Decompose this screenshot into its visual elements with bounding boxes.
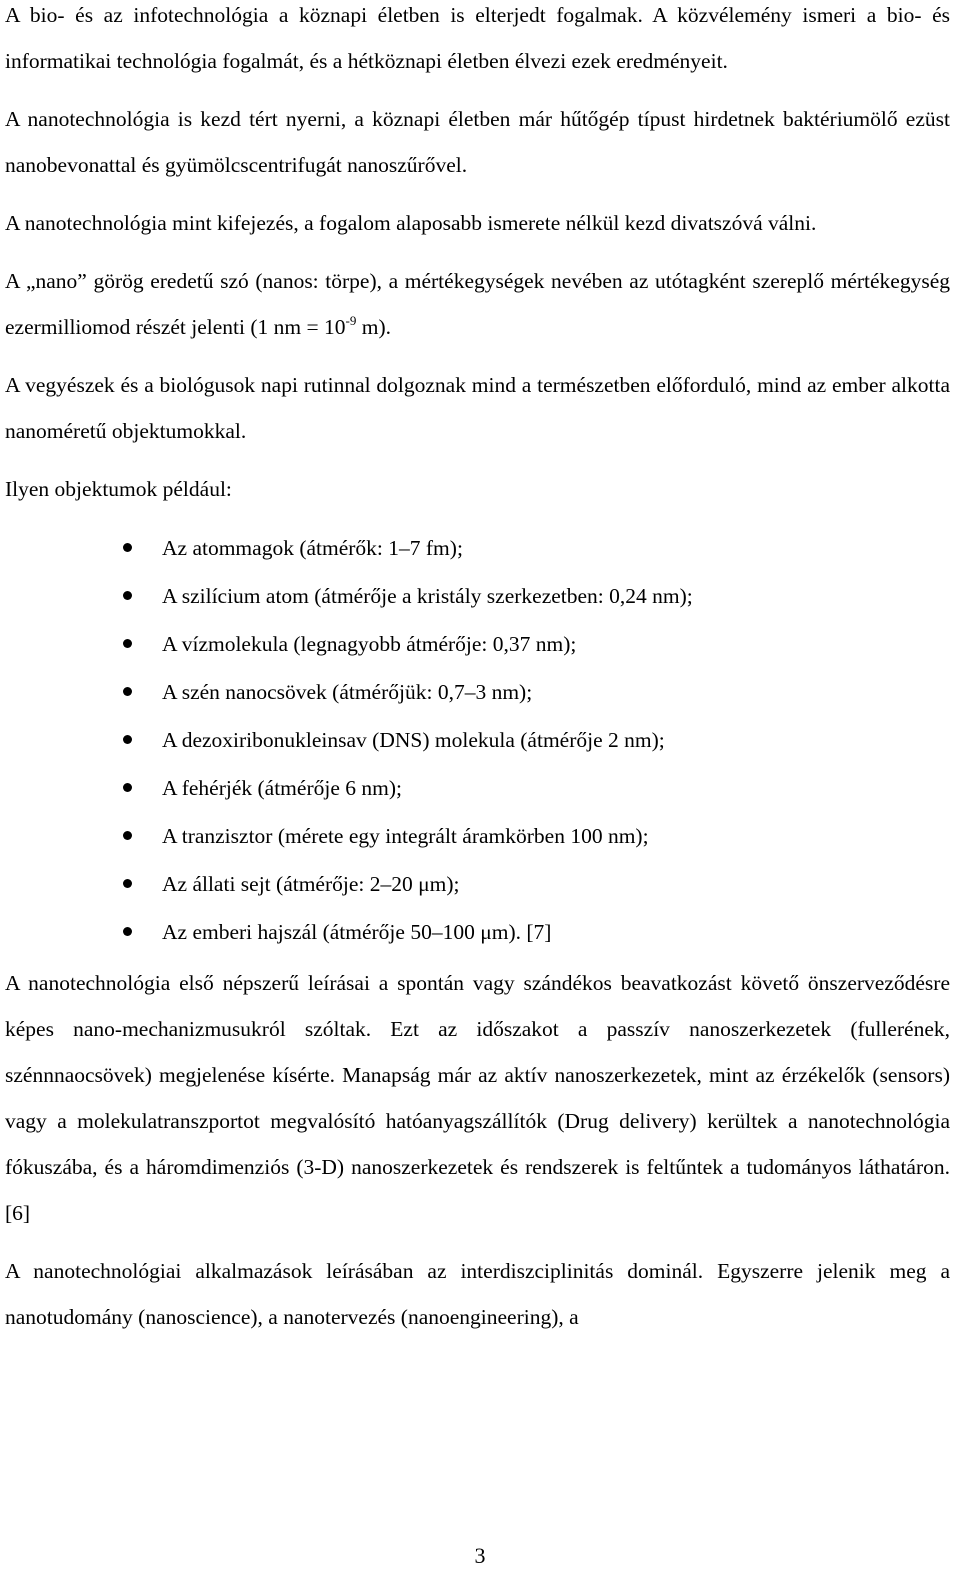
list-item <box>5 764 950 812</box>
list-item <box>5 620 950 668</box>
paragraph-chemists: A vegyészek és a biológusok napi rutinnal dolgoznak mind a természetben előforduló, mind az ember alkotta nanoméretű objektumokkal. <box>5 373 950 443</box>
list-item <box>5 908 950 956</box>
paragraph-buzzword: A nanotechnológia mint kifejezés, a fogalom alaposabb ismerete nélkül kezd divatszóvá válni. <box>5 211 817 235</box>
bullet-icon <box>123 927 132 936</box>
list-item-text: A szilícium atom (átmérője a kristály szerkezetben: 0,24 nm); <box>162 584 693 608</box>
list-item <box>5 668 950 716</box>
bullet-icon <box>123 879 132 888</box>
list-item-text: A fehérjék (átmérője 6 nm); <box>162 776 402 800</box>
page-number: 3 <box>474 1543 486 1568</box>
list-item <box>5 812 950 860</box>
list-item-text: A tranzisztor (mérete egy integrált áramkörben 100 nm); <box>162 824 649 848</box>
list-item-text: A szén nanocsövek (átmérőjük: 0,7–3 nm); <box>162 680 533 704</box>
paragraph-nanotech-everyday: A nanotechnológia is kezd tért nyerni, a köznapi életben már hűtőgép típust hirdetnek baktériumölő ezüst nanobevonattal és gyümölcscentrifugát nanoszűrővel. <box>5 107 950 177</box>
list-item-text: Az atommagok (átmérők: 1–7 fm); <box>162 536 463 560</box>
paragraph-nanostructures: A nanotechnológia első népszerű leírásai a spontán vagy szándékos beavatkozást követő önszerveződésre képes nano-mechanizmusukról szóltak. Ezt az időszakot a passzív nanoszerkezetek (fullerének, szénnnaocsövek) megjelenése kísérte. Manapság már az aktív nanoszerkezetek, mint az érzékelők (sensors) vagy a molekulatranszportot megvalósító hatóanyagszállítók (Drug delivery) kerültek a nanotechnológia fókuszába, és a háromdimenziós (3-D) nanoszerkezetek és rendszerek is feltűntek a tudományos láthatáron. [6] <box>5 971 950 1225</box>
list-item-text: A dezoxiribonukleinsav (DNS) molekula (átmérője 2 nm); <box>162 728 665 752</box>
bullet-icon <box>123 639 132 648</box>
bullet-icon <box>123 735 132 744</box>
list-item <box>5 524 950 572</box>
paragraph-intro: A bio- és az infotechnológia a köznapi életben is elterjedt fogalmak. A közvélemény ismeri a bio- és informatikai technológia fogalmát, és a hétköznapi életben élvezi ezek eredményeit. <box>5 3 950 73</box>
list-item <box>5 716 950 764</box>
list-item-text: A vízmolekula (legnagyobb átmérője: 0,37 nm); <box>162 632 577 656</box>
bullet-icon <box>123 543 132 552</box>
list-item <box>5 572 950 620</box>
nano-definition-text: A „nano” görög eredetű szó (nanos: törpe), a mértékegységek nevében az utótagként szereplő mértékegység ezermilliomod részét jelenti (1 nm = 10 <box>5 269 950 339</box>
document-page <box>5 0 950 1352</box>
paragraph-nano-definition <box>5 258 950 350</box>
bullet-icon <box>123 591 132 600</box>
examples-list <box>5 524 950 956</box>
paragraph-examples-intro: Ilyen objektumok például: <box>5 477 232 501</box>
list-item-text: Az állati sejt (átmérője: 2–20 μm); <box>162 872 460 896</box>
list-item-text: Az emberi hajszál (átmérője 50–100 μm). [7] <box>162 920 552 944</box>
bullet-icon <box>123 687 132 696</box>
paragraph-interdisciplinary: A nanotechnológiai alkalmazások leírásában az interdiszciplinitás dominál. Egyszerre jelenik meg a nanotudomány (nanoscience), a nanotervezés (nanoengineering), a <box>5 1259 950 1329</box>
nano-definition-end: m). <box>356 315 391 339</box>
bullet-icon <box>123 783 132 792</box>
exponent: -9 <box>345 313 357 328</box>
bullet-icon <box>123 831 132 840</box>
list-item <box>5 860 950 908</box>
